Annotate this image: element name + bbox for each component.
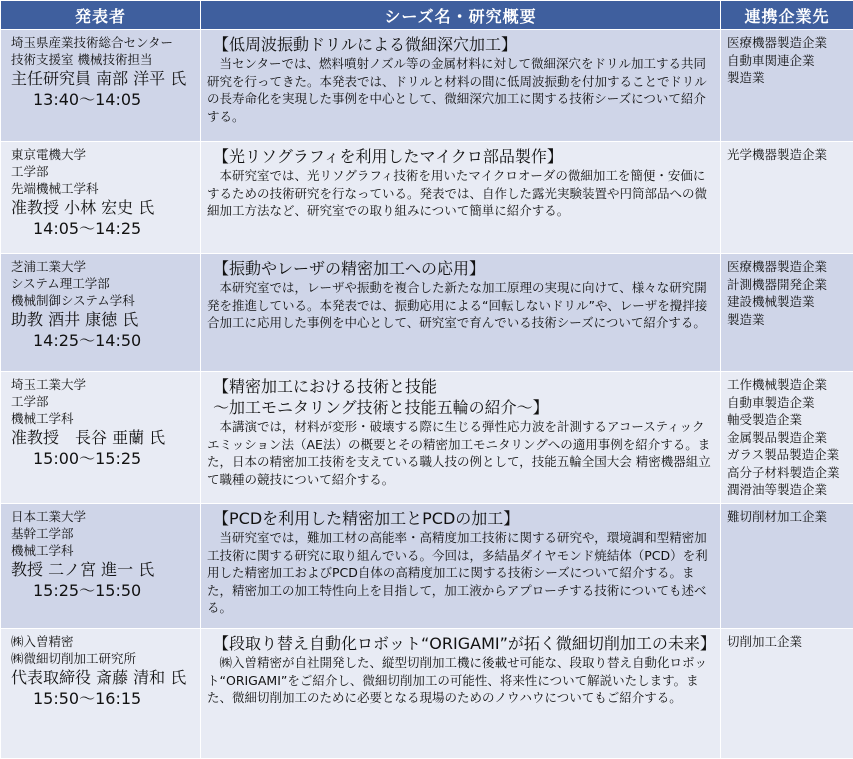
company-item: 切削加工企業 [727, 633, 847, 651]
presenter-affiliation: 機械工学科 [11, 410, 194, 427]
presenter-name: 准教授 小林 宏史 氏 [11, 197, 194, 218]
presenter-cell [1, 254, 201, 372]
company-item: 高分子材料製造企業 [727, 464, 847, 482]
presenter-affiliation: 工学部 [11, 393, 194, 410]
company-cell [721, 142, 853, 254]
seeds-cell [201, 254, 721, 372]
company-item: 難切削材加工企業 [727, 508, 847, 526]
company-item: 製造業 [727, 311, 847, 329]
presentation-time: 14:25～14:50 [11, 330, 194, 351]
header-presenter: 発表者 [1, 1, 201, 30]
presenter-name: 准教授 長谷 亜蘭 氏 [11, 427, 194, 448]
presenter-name: 助教 酒井 康徳 氏 [11, 309, 194, 330]
seeds-cell [201, 30, 721, 142]
seeds-description: ㈱入曽精密が自社開発した、縦型切削加工機に後載せ可能な、段取り替え自動化ロボット“ORIGAMI”をご紹介し、微細切削加工の可能性、将来性について解説いたします。また、微細切削加工のために必要となる現場のためのノウハウについてもご紹介する。 [207, 654, 714, 707]
presenter-affiliation: 工学部 [11, 163, 194, 180]
table-row [1, 504, 853, 629]
company-item: 計測機器開発企業 [727, 276, 847, 294]
presenter-affiliation: 機械制御システム学科 [11, 292, 194, 309]
presenter-cell [1, 372, 201, 504]
presenter-name: 主任研究員 南部 洋平 氏 [11, 68, 194, 89]
seeds-cell [201, 142, 721, 254]
company-cell [721, 504, 853, 629]
presenter-cell [1, 142, 201, 254]
presenter-affiliation: 技術支援室 機械技術担当 [11, 51, 194, 68]
seeds-title: 【精密加工における技術と技能 [207, 376, 714, 397]
presentation-time: 15:00～15:25 [11, 448, 194, 469]
presenter-affiliation: ㈱入曽精密 [11, 633, 194, 650]
seeds-title: 【段取り替え自動化ロボット“ORIGAMI”が拓く微細切削加工の未来】 [207, 633, 714, 654]
table-row [1, 629, 853, 759]
company-item: 工作機械製造企業 [727, 376, 847, 394]
presentation-time: 15:50～16:15 [11, 688, 194, 709]
company-cell [721, 372, 853, 504]
company-item: 自動車関連企業 [727, 52, 847, 70]
seeds-description: 本講演では，材料が変形・破壊する際に生じる弾性応力波を計測するアコースティックエミッション法（AE法）の概要とその精密加工モニタリングへの適用事例を紹介する。また，日本の精密加工技術を支えている職人技の例として，技能五輪全国大会 精密機器組立て職種の競技について紹介する。 [207, 418, 714, 488]
presenter-name: 教授 二ノ宮 進一 氏 [11, 559, 194, 580]
presenter-affiliation: 基幹工学部 [11, 525, 194, 542]
seeds-cell [201, 372, 721, 504]
presenter-affiliation: 芝浦工業大学 [11, 258, 194, 275]
company-item: 金属製品製造企業 [727, 429, 847, 447]
seeds-title: 【振動やレーザの精密加工への応用】 [207, 258, 714, 279]
presenter-affiliation: 埼玉工業大学 [11, 376, 194, 393]
seeds-cell [201, 629, 721, 759]
company-item: 潤滑油等製造企業 [727, 481, 847, 499]
header-company: 連携企業先 [721, 1, 853, 30]
presenter-affiliation: ㈱微細切削加工研究所 [11, 650, 194, 667]
company-item: 製造業 [727, 69, 847, 87]
seeds-description: 本研究室では，レーザや振動を複合した新たな加工原理の実現に向けて、様々な研究開発を推進している。本発表では、振動応用による“回転しないドリル”や、レーザを攪拌接合加工に応用した事例を中心として、研究室で育んでいる技術シーズについて紹介する。 [207, 279, 714, 332]
presentation-time: 15:25～15:50 [11, 580, 194, 601]
seeds-title: 【PCDを利用した精密加工とPCDの加工】 [207, 508, 714, 529]
company-item: 医療機器製造企業 [727, 34, 847, 52]
company-item: 自動車製造企業 [727, 394, 847, 412]
table-row [1, 372, 853, 504]
presenter-affiliation: 機械工学科 [11, 542, 194, 559]
company-item: 医療機器製造企業 [727, 258, 847, 276]
seeds-cell [201, 504, 721, 629]
presenter-cell [1, 629, 201, 759]
company-item: ガラス製品製造企業 [727, 446, 847, 464]
seeds-subtitle: ～加工モニタリング技術と技能五輪の紹介～】 [207, 397, 714, 418]
presenter-name: 代表取締役 斎藤 清和 氏 [11, 667, 194, 688]
presenter-cell [1, 504, 201, 629]
company-cell [721, 629, 853, 759]
presenter-cell [1, 30, 201, 142]
seeds-description: 本研究室では、光リソグラフィ技術を用いたマイクロオーダの微細加工を簡便・安価にするための技術研究を行なっている。発表では、自作した露光実験装置や円筒部品への微細加工方法など、研究室での取り組みについて簡単に紹介する。 [207, 167, 714, 220]
company-cell [721, 254, 853, 372]
company-cell [721, 30, 853, 142]
presentation-time: 14:05～14:25 [11, 218, 194, 239]
company-item: 光学機器製造企業 [727, 146, 847, 164]
table-row [1, 142, 853, 254]
company-item: 建設機械製造業 [727, 293, 847, 311]
seeds-description: 当研究室では，難加工材の高能率・高精度加工技術に関する研究や，環境調和型精密加工技術に関する研究に取り組んでいる。今回は，多結晶ダイヤモンド焼結体（PCD）を利用した精密加工およびPCD自体の高精度加工に関する技術シーズについて紹介する。また，精密加工の加工特性向上を目指して，加工液からアプローチする技術についても述べる。 [207, 529, 714, 617]
header-seeds: シーズ名・研究概要 [201, 1, 721, 30]
presentation-time: 13:40～14:05 [11, 89, 194, 110]
presenter-affiliation: 日本工業大学 [11, 508, 194, 525]
table-row [1, 254, 853, 372]
seeds-title: 【光リソグラフィを利用したマイクロ部品製作】 [207, 146, 714, 167]
table-row [1, 30, 853, 142]
presenter-affiliation: システム理工学部 [11, 275, 194, 292]
header-row [1, 1, 853, 30]
presenter-affiliation: 埼玉県産業技術総合センター [11, 34, 194, 51]
seeds-description: 当センターでは、燃料噴射ノズル等の金属材料に対して微細深穴をドリル加工する共同研究を行ってきた。本発表では、ドリルと材料の間に低周波振動を付加することでドリルの長寿命化を実現した事例を中心として、微細深穴加工に関する技術シーズについて紹介する。 [207, 55, 714, 125]
presenter-affiliation: 先端機械工学科 [11, 180, 194, 197]
company-item: 軸受製造企業 [727, 411, 847, 429]
seeds-title: 【低周波振動ドリルによる微細深穴加工】 [207, 34, 714, 55]
presenter-affiliation: 東京電機大学 [11, 146, 194, 163]
